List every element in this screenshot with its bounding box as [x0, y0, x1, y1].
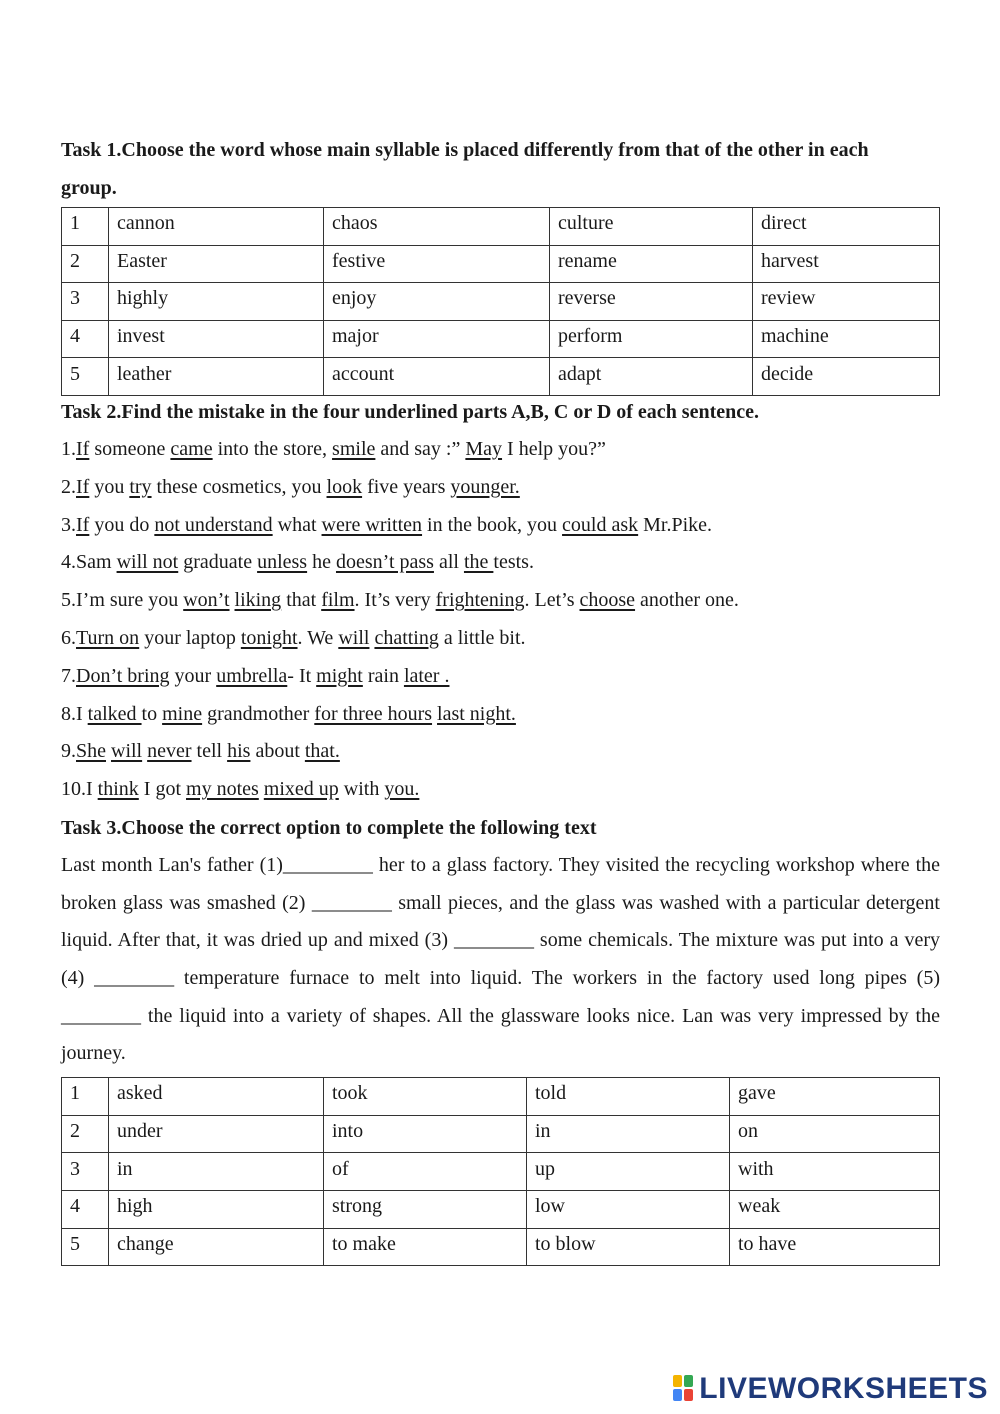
- task3-option-cell: into: [324, 1115, 527, 1153]
- sentence-text: what: [272, 513, 322, 536]
- task2-sentence-list: [61, 431, 940, 809]
- task1-option-cell: machine: [753, 320, 940, 358]
- sentence-text: and say :”: [375, 437, 466, 460]
- sentence-text: your: [169, 664, 217, 687]
- underlined-part: could ask: [562, 513, 639, 536]
- task3-item-number: 2: [62, 1115, 109, 1153]
- underlined-part: not understand: [154, 513, 273, 536]
- underlined-part: unless: [257, 551, 308, 574]
- task1-table: [61, 207, 940, 396]
- underlined-part: mixed up: [263, 778, 339, 801]
- task3-option-cell: weak: [730, 1190, 940, 1228]
- underlined-part: umbrella: [216, 664, 288, 687]
- logo-block-3: [673, 1389, 682, 1401]
- underlined-part: will: [111, 740, 143, 763]
- sentence-text: all: [433, 551, 464, 574]
- task1-row: [62, 283, 940, 321]
- task1-option-cell: festive: [324, 245, 550, 283]
- task3-item-number: 5: [62, 1228, 109, 1266]
- underlined-part: will not: [116, 551, 179, 574]
- underlined-part: tonight: [240, 626, 298, 649]
- task3-option-cell: change: [109, 1228, 324, 1266]
- task3-option-cell: in: [527, 1115, 730, 1153]
- task3-option-cell: in: [109, 1153, 324, 1191]
- task2-sentence: [61, 544, 940, 582]
- task3-option-cell: under: [109, 1115, 324, 1153]
- sentence-text: rain: [362, 664, 404, 687]
- task3-option-cell: to make: [324, 1228, 527, 1266]
- underlined-part: that.: [304, 740, 340, 763]
- task2-sentence: [61, 507, 940, 545]
- task1-item-number: 5: [62, 358, 109, 396]
- sentence-text: 2.: [61, 475, 76, 498]
- underlined-part: If: [76, 437, 90, 460]
- task1-option-cell: harvest: [753, 245, 940, 283]
- task1-option-cell: chaos: [324, 208, 550, 246]
- sentence-text: you do: [89, 513, 155, 536]
- task3-option-cell: with: [730, 1153, 940, 1191]
- underlined-part: his: [227, 740, 251, 763]
- task3-option-cell: high: [109, 1190, 324, 1228]
- underlined-part: If: [76, 475, 90, 498]
- task2-sentence: [61, 733, 940, 771]
- sentence-text: I help you?”: [502, 437, 606, 460]
- underlined-part: try: [129, 475, 152, 498]
- task1-option-cell: direct: [753, 208, 940, 246]
- underlined-part: might: [316, 664, 363, 687]
- underlined-part: talked: [87, 702, 142, 725]
- task3-row: [62, 1228, 940, 1266]
- task1-option-cell: review: [753, 283, 940, 321]
- underlined-part: Don’t bring: [76, 664, 170, 687]
- underlined-part: smile: [332, 437, 376, 460]
- sentence-text: your laptop: [139, 626, 241, 649]
- underlined-part: came: [170, 437, 213, 460]
- task3-option-cell: gave: [730, 1078, 940, 1116]
- underlined-part: think: [97, 778, 139, 801]
- logo-block-1: [673, 1375, 682, 1387]
- task3-option-cell: took: [324, 1078, 527, 1116]
- underlined-part: mine: [162, 702, 203, 725]
- sentence-text: 3.: [61, 513, 76, 536]
- task2-sentence: [61, 771, 940, 809]
- task3-option-cell: low: [527, 1190, 730, 1228]
- task3-option-cell: to blow: [527, 1228, 730, 1266]
- task1-row: [62, 358, 940, 396]
- underlined-part: film: [321, 589, 355, 612]
- task1-item-number: 4: [62, 320, 109, 358]
- sentence-text: into the store,: [212, 437, 333, 460]
- sentence-text: 4.Sam: [61, 551, 117, 574]
- task1-option-cell: account: [324, 358, 550, 396]
- liveworksheets-logo-icon: [673, 1375, 695, 1403]
- task1-option-cell: reverse: [550, 283, 753, 321]
- task3-option-cell: of: [324, 1153, 527, 1191]
- task3-title: Task 3.Choose the correct option to complete the following text: [61, 816, 597, 839]
- underlined-part: my notes: [186, 778, 259, 801]
- task3-row: [62, 1153, 940, 1191]
- task1-item-number: 1: [62, 208, 109, 246]
- task1-row: [62, 245, 940, 283]
- underlined-part: were written: [321, 513, 423, 536]
- sentence-text: another one.: [635, 589, 739, 612]
- sentence-text: a little bit.: [438, 626, 526, 649]
- sentence-text: I got: [138, 778, 187, 801]
- sentence-text: tell: [191, 740, 228, 763]
- sentence-text: these cosmetics, you: [151, 475, 327, 498]
- sentence-text: 9.: [61, 740, 76, 763]
- task1-title: Task 1.Choose the word whose main syllable is placed differently from that of the other in each: [61, 139, 869, 161]
- task1-row: [62, 208, 940, 246]
- sentence-text: you: [89, 475, 130, 498]
- sentence-text: grandmother: [202, 702, 315, 725]
- underlined-part: frightening: [435, 589, 525, 612]
- underlined-part: liking: [234, 589, 282, 612]
- task3-item-number: 4: [62, 1190, 109, 1228]
- underlined-part: May: [465, 437, 503, 460]
- underlined-part: won’t: [183, 589, 230, 612]
- task2-sentence: [61, 582, 940, 620]
- task1-option-cell: invest: [109, 320, 324, 358]
- task1-item-number: 2: [62, 245, 109, 283]
- task1-row: [62, 320, 940, 358]
- task3-option-cell: up: [527, 1153, 730, 1191]
- sentence-text: about: [250, 740, 305, 763]
- task1-option-cell: rename: [550, 245, 753, 283]
- liveworksheets-logo-text: LIVEWORKSHEETS: [699, 1372, 988, 1405]
- underlined-part: chatting: [374, 626, 439, 649]
- underlined-part: Turn on: [76, 626, 140, 649]
- sentence-text: . Let’s: [524, 589, 580, 612]
- task1-option-cell: enjoy: [324, 283, 550, 321]
- task3-option-cell: asked: [109, 1078, 324, 1116]
- task1-option-cell: leather: [109, 358, 324, 396]
- task3-option-cell: to have: [730, 1228, 940, 1266]
- task3-item-number: 1: [62, 1078, 109, 1116]
- task1-option-cell: highly: [109, 283, 324, 321]
- task1-option-cell: perform: [550, 320, 753, 358]
- sentence-text: that: [281, 589, 322, 612]
- task3-row: [62, 1078, 940, 1116]
- task2-sentence: [61, 431, 940, 469]
- liveworksheets-logo: [673, 1372, 988, 1406]
- sentence-text: - It: [287, 664, 317, 687]
- sentence-text: tests.: [493, 551, 534, 574]
- task2-title: Task 2.Find the mistake in the four underlined parts A,B, C or D of each sentence.: [61, 400, 760, 423]
- underlined-part: will: [338, 626, 370, 649]
- task1-title-continued: group.: [61, 177, 117, 199]
- underlined-part: later .: [403, 664, 450, 687]
- task1-option-cell: cannon: [109, 208, 324, 246]
- task2-sentence: [61, 620, 940, 658]
- task1-option-cell: culture: [550, 208, 753, 246]
- sentence-text: to: [141, 702, 163, 725]
- sentence-text: graduate: [178, 551, 258, 574]
- underlined-part: look: [326, 475, 363, 498]
- task3-passage: Last month Lan's father (1)_________ her to a glass factory. They visited the recycling workshop where the broken glass was smashed (2) ________ small pieces, and the glass was washed with a particular detergent liquid. After that, it was dried up and mixed (3) ________ some chemicals. The mixture was put into a very (4) ________ temperature furnace to melt into liquid. The workers in the factory used long pipes (5) ________ the liquid into a variety of shapes. All the glassware looks nice. Lan was very impressed by the journey.: [61, 853, 940, 1065]
- sentence-text: . We: [297, 626, 339, 649]
- underlined-part: younger.: [450, 475, 520, 498]
- task3-row: [62, 1115, 940, 1153]
- task1-option-cell: decide: [753, 358, 940, 396]
- task2-sentence: [61, 696, 940, 734]
- sentence-text: Mr.Pike.: [638, 513, 713, 536]
- sentence-text: 8.I: [61, 702, 88, 725]
- task3-option-cell: told: [527, 1078, 730, 1116]
- underlined-part: choose: [579, 589, 636, 612]
- worksheet: [61, 131, 940, 1266]
- task2-sentence: [61, 469, 940, 507]
- sentence-text: in the book, you: [422, 513, 563, 536]
- underlined-part: the: [463, 551, 494, 574]
- underlined-part: you.: [384, 778, 420, 801]
- sentence-text: he: [307, 551, 336, 574]
- underlined-part: for three hours: [314, 702, 433, 725]
- underlined-part: She: [76, 740, 106, 763]
- underlined-part: never: [147, 740, 192, 763]
- sentence-text: . It’s very: [354, 589, 436, 612]
- logo-block-2: [684, 1375, 693, 1387]
- underlined-part: If: [76, 513, 90, 536]
- task3-option-cell: strong: [324, 1190, 527, 1228]
- sentence-text: 7.: [61, 664, 76, 687]
- task3-item-number: 3: [62, 1153, 109, 1191]
- task2-sentence: [61, 658, 940, 696]
- sentence-text: with: [338, 778, 385, 801]
- sentence-text: 5.I’m sure you: [61, 589, 184, 612]
- sentence-text: 10.I: [61, 778, 98, 801]
- task3-option-cell: on: [730, 1115, 940, 1153]
- sentence-text: five years: [362, 475, 451, 498]
- sentence-text: 1.: [61, 437, 76, 460]
- logo-block-4: [684, 1389, 693, 1401]
- underlined-part: last night.: [437, 702, 516, 725]
- task1-option-cell: Easter: [109, 245, 324, 283]
- sentence-text: 6.: [61, 626, 76, 649]
- task3-table: [61, 1077, 940, 1266]
- task1-option-cell: adapt: [550, 358, 753, 396]
- task1-option-cell: major: [324, 320, 550, 358]
- sentence-text: someone: [89, 437, 171, 460]
- task3-row: [62, 1190, 940, 1228]
- underlined-part: doesn’t pass: [335, 551, 434, 574]
- task1-item-number: 3: [62, 283, 109, 321]
